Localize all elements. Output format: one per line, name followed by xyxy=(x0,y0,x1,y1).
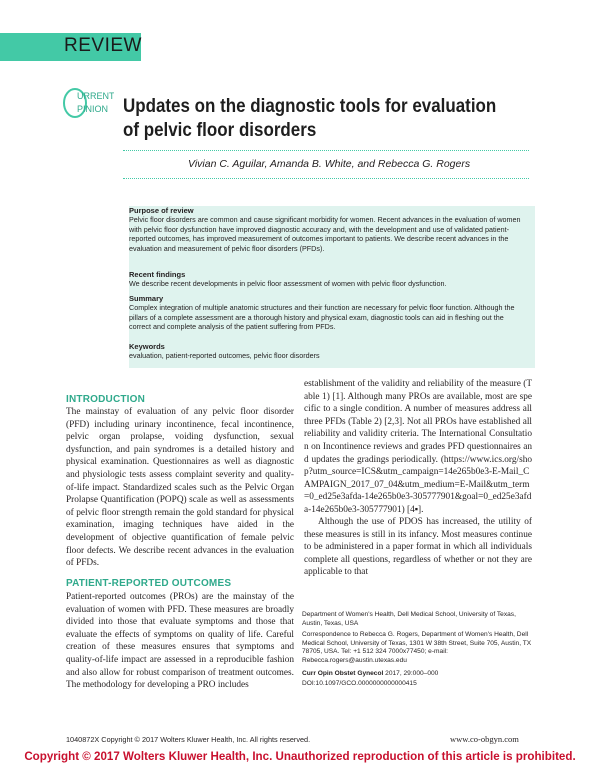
logo-line2: PINION xyxy=(77,104,109,114)
purpose-text: Pelvic floor disorders are common and cause significant morbidity for women. Recent advances in the evaluation of women with pelvic floor dysfunction have improved diagnostic accuracy and, with the development and use of validated patient-reported outcomes, has improved measurement of outcomes important to patients. We describe recent advances in the evaluation and measurement of pelvic floor disorders (PFDs). xyxy=(129,215,521,253)
findings-heading: Recent findings xyxy=(129,270,186,279)
findings-text: We describe recent developments in pelvic floor assessment of women with pelvic floor dysfunction. xyxy=(129,279,447,288)
keywords-heading: Keywords xyxy=(129,342,165,351)
journal-citation xyxy=(302,670,532,679)
current-opinion-logo xyxy=(62,86,114,120)
review-tab xyxy=(0,33,141,61)
introduction-heading: INTRODUCTION xyxy=(66,394,146,405)
affiliation: Department of Women's Health, Dell Medical School, University of Texas, Austin, Texas, USA xyxy=(302,611,516,627)
journal-url[interactable]: www.co-obgyn.com xyxy=(450,734,519,744)
purpose-heading: Purpose of review xyxy=(129,206,194,215)
authors-divider xyxy=(123,178,529,179)
footer-copyright: 1040872X Copyright © 2017 Wolters Kluwer Health, Inc. All rights reserved. xyxy=(66,735,311,744)
right-col-paragraph-1: establishment of the validity and reliability of the measure (Table 1) [1]. Although many PROs are available, most are specific to a single condition. A number of measures address all three PFDs (Table 2) [2,3]. Not all PROs have established all reliability and validity criteria. The International Consultation on Incontinence reviews and grades PFD questionnaires and updates the gradings periodically. (https://www.ics.org/shop?utm_source=ICS&utm_campaign=14e265b0e3-E-Mail_CAMPAIGN_2017_07_04&utm_medium=E-Mail&utm_term=0_ed25e3afda-14e265b0e3-305777901&goal=0_ed25e3afda-14e265b0e3-305777901) [4▪]. xyxy=(304,379,532,515)
right-col-paragraph-2: Although the use of PDOS has increased, the utility of these measures is still in its infancy. Most measures continue to be administered in a paper format in which all individuals complete all questions, regardless of whether or not they are applicable to that xyxy=(304,517,532,578)
logo-line1: URRENT xyxy=(77,91,114,101)
copyright-notice: Copyright © 2017 Wolters Kluwer Health, Inc. Unauthorized reproduction of this article is prohibited. xyxy=(24,750,576,763)
pro-heading: PATIENT-REPORTED OUTCOMES xyxy=(66,578,232,589)
review-label: REVIEW xyxy=(64,35,142,56)
pro-text: Patient-reported outcomes (PROs) are the mainstay of the evaluation of women with PFD. These measures are broadly divided into those that evaluate symptoms and those that evaluate the effects of symptoms on quality of life. Careful creation of these measures ensures that symptoms and quality-of-life impact are assessed in a reproducible fashion and also allow for robust comparison of treatment outcomes. The methodology for developing a PRO includes xyxy=(66,592,294,691)
introduction-text: The mainstay of evaluation of any pelvic floor disorder (PFD) including urinary incontinence, fecal incontinence, pelvic organ prolapse, voiding dysfunction, sexual dysfunction, and pain syndromes is a detailed history and physical examination. Questionnaires as well as diagnostic and physiologic tests assess complaint severity and quality-of-life impact. Standardized scales such as the Pelvic Organ Prolapse Quantification (POPQ) scale as well as assessments of pelvic floor strength remain the gold standard for physical examination, imaging techniques have aided in the development of objective quantification of female pelvic floor defects. We describe recent advances in the evaluation of PFDs. xyxy=(66,407,294,569)
journal-volume: 2017, 29:000–000 xyxy=(383,670,439,677)
authors: Vivian C. Aguilar, Amanda B. White, and Rebecca G. Rogers xyxy=(188,158,471,170)
doi: DOI:10.1097/GCO.0000000000000415 xyxy=(302,680,417,687)
article-title: Updates on the diagnostic tools for evaluation of pelvic floor disorders xyxy=(123,95,497,141)
journal-name: Curr Opin Obstet Gynecol xyxy=(302,670,384,677)
summary-heading: Summary xyxy=(129,294,164,303)
summary-text: Complex integration of multiple anatomic structures and their function are necessary for pelvic floor function. Although the pillars of a complete assessment are a thorough history and physical exam, diagnostic tools can aid in fleshing out the correct and complete analysis of the patient suffering from PFDs. xyxy=(129,303,515,332)
title-divider xyxy=(123,150,529,151)
correspondence: Correspondence to Rebecca G. Rogers, Department of Women's Health, Dell Medical School, University of Texas, 1301 W 38th Street, Suite 705, Austin, TX 78705, USA. Tel: +1 512 324 7000x77450; e-mail: Rebecca.rogers@austin.utexas.edu xyxy=(302,631,532,664)
abstract-box xyxy=(129,206,535,368)
keywords-text: evaluation, patient-reported outcomes, pelvic floor disorders xyxy=(129,351,320,360)
